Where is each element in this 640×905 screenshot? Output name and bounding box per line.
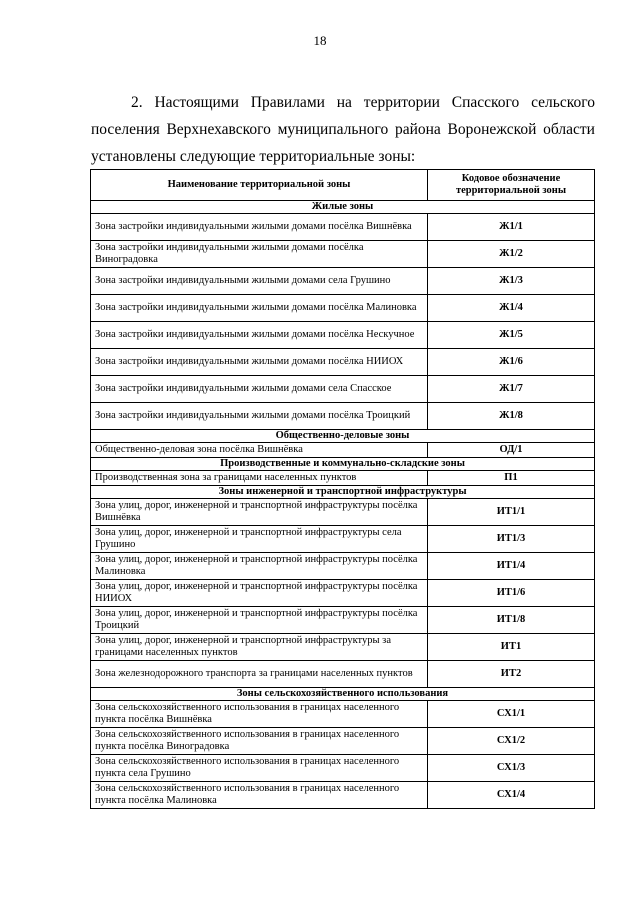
table-row (91, 755, 595, 782)
zone-name-cell: Зона сельскохозяйственного использования в границах населенного пункта посёлка Вишнёвка (91, 701, 428, 728)
zone-code-cell: ИТ1/8 (428, 607, 595, 634)
table-row (91, 241, 595, 268)
table-row (91, 376, 595, 403)
zone-name-cell: Производственная зона за границами населенных пунктов (91, 471, 428, 486)
zone-code-cell: Ж1/8 (428, 403, 595, 430)
zone-code-cell: Ж1/2 (428, 241, 595, 268)
zone-name-cell: Зона застройки индивидуальными жилыми домами посёлка Виноградовка (91, 241, 428, 268)
zone-name-cell: Зона застройки индивидуальными жилыми домами посёлка Нескучное (91, 322, 428, 349)
section-header-row (91, 458, 595, 471)
intro-word: 2. (131, 94, 143, 111)
section-title: Зоны сельскохозяйственного использования (91, 688, 595, 701)
zone-code-cell: Ж1/6 (428, 349, 595, 376)
section-header-row (91, 486, 595, 499)
zone-name-cell: Зона застройки индивидуальными жилыми домами посёлка НИИОХ (91, 349, 428, 376)
section-title: Зоны инженерной и транспортной инфраструктуры (91, 486, 595, 499)
table-row (91, 607, 595, 634)
zone-name-cell: Зона сельскохозяйственного использования в границах населенного пункта посёлка Виноградовка (91, 728, 428, 755)
zone-name-cell: Зона застройки индивидуальными жилыми домами посёлка Троицкий (91, 403, 428, 430)
table-row (91, 499, 595, 526)
zone-name-cell: Зона застройки индивидуальными жилыми домами посёлка Вишнёвка (91, 214, 428, 241)
zone-name-cell: Зона улиц, дорог, инженерной и транспортной инфраструктуры посёлка Вишнёвка (91, 499, 428, 526)
header-zone-code: Кодовое обозначение территориальной зоны (428, 170, 595, 201)
section-header-row (91, 430, 595, 443)
table-row (91, 526, 595, 553)
zone-code-cell: Ж1/7 (428, 376, 595, 403)
zone-name-cell: Зона улиц, дорог, инженерной и транспортной инфраструктуры посёлка НИИОХ (91, 580, 428, 607)
section-header-row (91, 688, 595, 701)
table-row (91, 782, 595, 809)
intro-word: территории (363, 94, 440, 111)
zone-code-cell: СХ1/2 (428, 728, 595, 755)
zone-name-cell: Зона улиц, дорог, инженерной и транспортной инфраструктуры села Грушино (91, 526, 428, 553)
intro-line-2 (91, 116, 595, 143)
table-row (91, 349, 595, 376)
intro-word: Правилами (250, 94, 325, 111)
section-title: Жилые зоны (91, 201, 595, 214)
table-header-row (91, 170, 595, 201)
intro-line-1 (91, 89, 595, 116)
intro-word: муниципального (277, 121, 389, 138)
header-zone-name: Наименование территориальной зоны (91, 170, 428, 201)
zone-code-cell: Ж1/1 (428, 214, 595, 241)
zone-code-cell: ИТ1/4 (428, 553, 595, 580)
table-row (91, 634, 595, 661)
zone-code-cell: ИТ1/1 (428, 499, 595, 526)
table-row (91, 403, 595, 430)
table-row (91, 214, 595, 241)
intro-word: установлены следующие территориальные зоны: (91, 148, 416, 165)
intro-word: сельского (531, 94, 595, 111)
zone-code-cell: П1 (428, 471, 595, 486)
zone-code-cell: ОД/1 (428, 443, 595, 458)
intro-word: Воронежской (447, 121, 537, 138)
intro-word: Спасского (451, 94, 520, 111)
zone-name-cell: Зона улиц, дорог, инженерной и транспортной инфраструктуры за границами населенных пунктов (91, 634, 428, 661)
zone-code-cell: СХ1/1 (428, 701, 595, 728)
section-header-row (91, 201, 595, 214)
intro-word: Настоящими (154, 94, 239, 111)
territorial-zones-table (90, 169, 595, 809)
table-row (91, 443, 595, 458)
zone-code-cell: Ж1/4 (428, 295, 595, 322)
intro-word: Верхнехавского (166, 121, 271, 138)
intro-paragraph (91, 89, 595, 170)
table-row (91, 322, 595, 349)
table-row (91, 661, 595, 688)
zone-name-cell: Зона застройки индивидуальными жилыми домами посёлка Малиновка (91, 295, 428, 322)
zone-code-cell: ИТ2 (428, 661, 595, 688)
zone-code-cell: Ж1/5 (428, 322, 595, 349)
intro-word: области (543, 121, 595, 138)
section-title: Производственные и коммунально-складские зоны (91, 458, 595, 471)
intro-word: района (394, 121, 441, 138)
zone-name-cell: Зона улиц, дорог, инженерной и транспортной инфраструктуры посёлка Троицкий (91, 607, 428, 634)
zone-code-cell: ИТ1/3 (428, 526, 595, 553)
intro-word: поселения (91, 121, 160, 138)
table-row (91, 268, 595, 295)
zone-name-cell: Общественно-деловая зона посёлка Вишнёвка (91, 443, 428, 458)
table-row (91, 728, 595, 755)
intro-line-3 (91, 143, 595, 170)
zone-code-cell: СХ1/3 (428, 755, 595, 782)
zone-code-cell: ИТ1/6 (428, 580, 595, 607)
table-row (91, 580, 595, 607)
zone-code-cell: СХ1/4 (428, 782, 595, 809)
table-row (91, 471, 595, 486)
zone-code-cell: Ж1/3 (428, 268, 595, 295)
table-row (91, 701, 595, 728)
zone-name-cell: Зона застройки индивидуальными жилыми домами села Спасское (91, 376, 428, 403)
zone-name-cell: Зона сельскохозяйственного использования в границах населенного пункта посёлка Малиновка (91, 782, 428, 809)
table-row (91, 295, 595, 322)
zone-name-cell: Зона сельскохозяйственного использования в границах населенного пункта села Грушино (91, 755, 428, 782)
zone-code-cell: ИТ1 (428, 634, 595, 661)
table-body (91, 201, 595, 809)
page-number: 18 (313, 33, 327, 48)
table-row (91, 553, 595, 580)
intro-word: на (336, 94, 352, 111)
zone-name-cell: Зона застройки индивидуальными жилыми домами села Грушино (91, 268, 428, 295)
zone-name-cell: Зона железнодорожного транспорта за границами населенных пунктов (91, 661, 428, 688)
section-title: Общественно-деловые зоны (91, 430, 595, 443)
zone-name-cell: Зона улиц, дорог, инженерной и транспортной инфраструктуры посёлка Малиновка (91, 553, 428, 580)
